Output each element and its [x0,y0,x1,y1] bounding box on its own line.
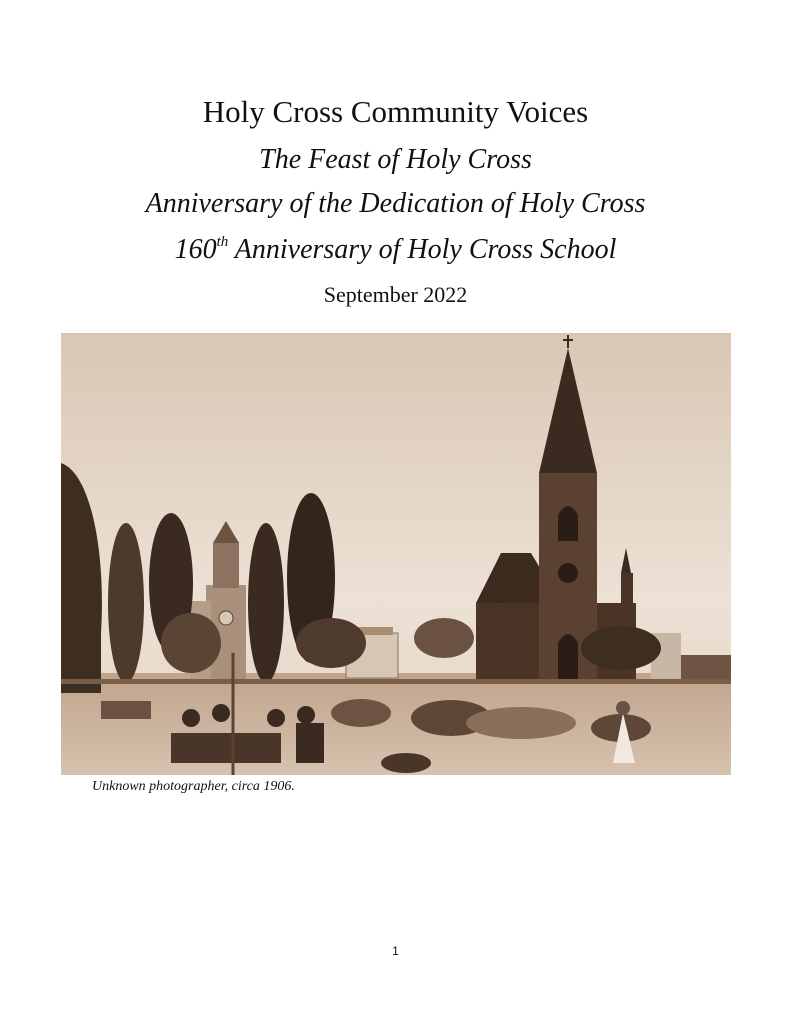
issue-date: September 2022 [323,282,468,307]
document-title: Holy Cross Community Voices [202,94,589,129]
historic-church-photo [61,333,731,775]
ordinal-suffix: th [216,233,229,250]
subtitle-dedication: Anniversary of the Dedication of Holy Cross [145,188,646,219]
anniversary-text: Anniversary of Holy Cross School [228,234,617,265]
subtitle-feast: The Feast of Holy Cross [259,144,532,175]
photo-caption: Unknown photographer, circa 1906. [92,779,295,794]
page-number: 1 [392,944,399,958]
subtitle-school-anniversary [0,232,791,268]
anniversary-number: 160 [174,234,217,265]
